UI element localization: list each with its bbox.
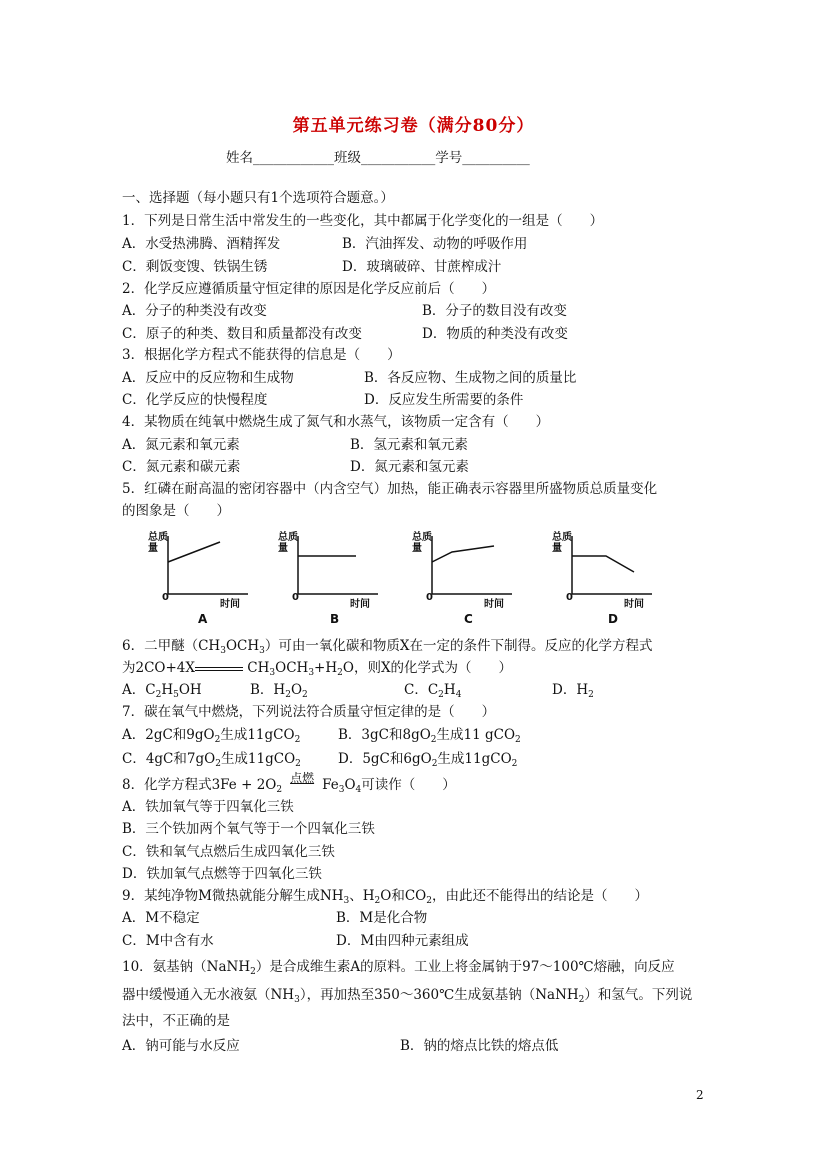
q7-option-b: B．3gC和$8gO_2$生成11 gCO$_2$ (338, 727, 521, 745)
q5-graph-d-xlabel: 时间 (624, 599, 644, 610)
q10-stem-line3: 法中，不正确的是 (122, 1013, 230, 1029)
q4-option-d: D．氮元素和氢元素 (350, 459, 469, 475)
q5-graph-c-xlabel: 时间 (484, 599, 504, 610)
q3-stem: 3．根据化学方程式不能获得的信息是（ ） (122, 347, 401, 363)
q5-graph-d-origin: 0 (566, 592, 573, 603)
q3-option-a: A．反应中的反应物和生成物 (122, 370, 294, 386)
q6-option-d: D．$H_2$ (552, 682, 594, 700)
q2-option-c: C．原子的种类、数目和质量都没有改变 (122, 326, 362, 342)
q5-graph-d-label: D (608, 612, 618, 626)
q2-option-b: B．分子的数目没有改变 (422, 303, 567, 319)
q2-option-d: D．物质的种类没有改变 (422, 326, 568, 342)
q3-option-b: B．各反应物、生成物之间的质量比 (364, 370, 577, 386)
q7-option-a: A．2gC和$9gO_2$生成11gCO$_2$ (122, 727, 301, 745)
q6-option-c: C．$C_2H_4$ (404, 682, 462, 700)
q8-option-d: D．铁加氧气点燃等于四氧化三铁 (122, 866, 322, 882)
q5-graph-b-xlabel: 时间 (350, 599, 370, 610)
q3-option-c: C．化学反应的快慢程度 (122, 392, 268, 408)
reaction-condition: 点燃 (290, 771, 315, 785)
q4-option-b: B．氢元素和氧元素 (350, 437, 468, 453)
q9-option-c: C．M中含有水 (122, 933, 214, 949)
q5-graph-b-ylabel: 总质量 (278, 532, 298, 554)
q10-option-a: A．钠可能与水反应 (122, 1038, 240, 1054)
q5-stem-line2: 的图象是（ ） (122, 503, 230, 519)
q1-option-c: C．剩饭变馊、铁锅生锈 (122, 259, 268, 275)
q6-option-b: B．$H_2O_2$ (250, 682, 308, 700)
page-number: 2 (696, 1088, 704, 1102)
q5-graph-a-origin: 0 (162, 592, 169, 603)
q5-graph-a-label: A (198, 612, 208, 626)
q9-option-d: D．M由四种元素组成 (336, 933, 469, 949)
q10-option-b: B．钠的熔点比铁的熔点低 (400, 1038, 559, 1054)
page-title: 第五单元练习卷（满分80分） (292, 116, 535, 136)
student-info-line: 姓名____________班级___________学号__________ (226, 150, 530, 166)
q5-graph-b-origin: 0 (292, 592, 299, 603)
q9-stem: 9．某纯净物M微热就能分解生成$NH_3$、$H_2O$和$CO_2$，由此还不能得出的结论是（ ） (122, 888, 648, 906)
q1-stem: 1．下列是日常生活中常发生的一些变化，其中都属于化学变化的一组是（ ） (122, 213, 604, 229)
q5-graph-d-ylabel: 总质量 (552, 532, 572, 554)
q5-graph-c-label: C (464, 612, 473, 626)
q8-option-a: A．铁加氧气等于四氧化三铁 (122, 799, 294, 815)
q4-option-c: C．氮元素和碳元素 (122, 459, 241, 475)
q6-stem-line1: 6．二甲醚$(CH_3OCH_3)$可由一氧化碳和物质X在一定的条件下制得。反应的化学方程式 (122, 638, 653, 656)
q5-graph-c-origin: 0 (426, 592, 433, 603)
q4-stem: 4．某物质在纯氧中燃烧生成了氮气和水蒸气，该物质一定含有（ ） (122, 414, 550, 430)
q5-graph-c-ylabel: 总质量 (412, 532, 432, 554)
q5-graph-a-ylabel: 总质量 (148, 532, 168, 554)
q2-stem: 2．化学反应遵循质量守恒定律的原因是化学反应前后（ ） (122, 281, 496, 297)
q1-option-a: A．水受热沸腾、酒精挥发 (122, 236, 281, 252)
q2-option-a: A．分子的种类没有改变 (122, 303, 267, 319)
q9-option-b: B．M是化合物 (336, 910, 428, 926)
q5-graph-b-label: B (330, 612, 340, 626)
section-heading: 一、选择题（每小题只有1个选项符合题意。） (122, 190, 394, 206)
q1-option-b: B．汽油挥发、动物的呼吸作用 (342, 236, 528, 252)
q10-stem-line2: 器中缓慢通入无水液氨$(NH_3)$，再加热至350～360℃生成氨基钠（NaNH$_2$）和氢气。下列说 (122, 987, 693, 1005)
q3-option-d: D．反应发生所需要的条件 (364, 392, 524, 408)
q7-option-c: C．4gC和$7gO_2$生成11gCO$_2$ (122, 751, 301, 769)
q6-option-a: A．$C_2H_5OH$ (122, 682, 202, 700)
q5-stem-line1: 5．红磷在耐高温的密闭容器中（内含空气）加热，能正确表示容器里所盛物质总质量变化 (122, 481, 658, 497)
q7-option-d: D．5gC和$6gO_2$生成11gCO$_2$ (338, 751, 518, 769)
q4-option-a: A．氮元素和氧元素 (122, 437, 240, 453)
q6-equation-line: 为2CO+4X $CH_3OCH_3+H_2O$，则X的化学式为（ ） (122, 660, 513, 678)
q8-stem: 8．化学方程式$3Fe + 2O_2$ 点燃 $Fe_3O_4$可读作（ ） (122, 771, 456, 795)
q5-graph-a-xlabel: 时间 (220, 599, 240, 610)
q8-option-b: B．三个铁加两个氧气等于一个四氧化三铁 (122, 821, 375, 837)
q1-option-d: D．玻璃破碎、甘蔗榨成汁 (342, 259, 502, 275)
q9-option-a: A．M不稳定 (122, 910, 200, 926)
q7-stem: 7．碳在氧气中燃烧，下列说法符合质量守恒定律的是（ ） (122, 704, 496, 720)
q8-option-c: C．铁和氧气点燃后生成四氧化三铁 (122, 844, 335, 860)
equals-double-line-icon (195, 662, 243, 676)
q10-stem-line1: 10．氨基钠（NaNH$_2$）是合成维生素A的原料。工业上将金属钠于97～100℃熔融，向反应 (122, 959, 675, 977)
